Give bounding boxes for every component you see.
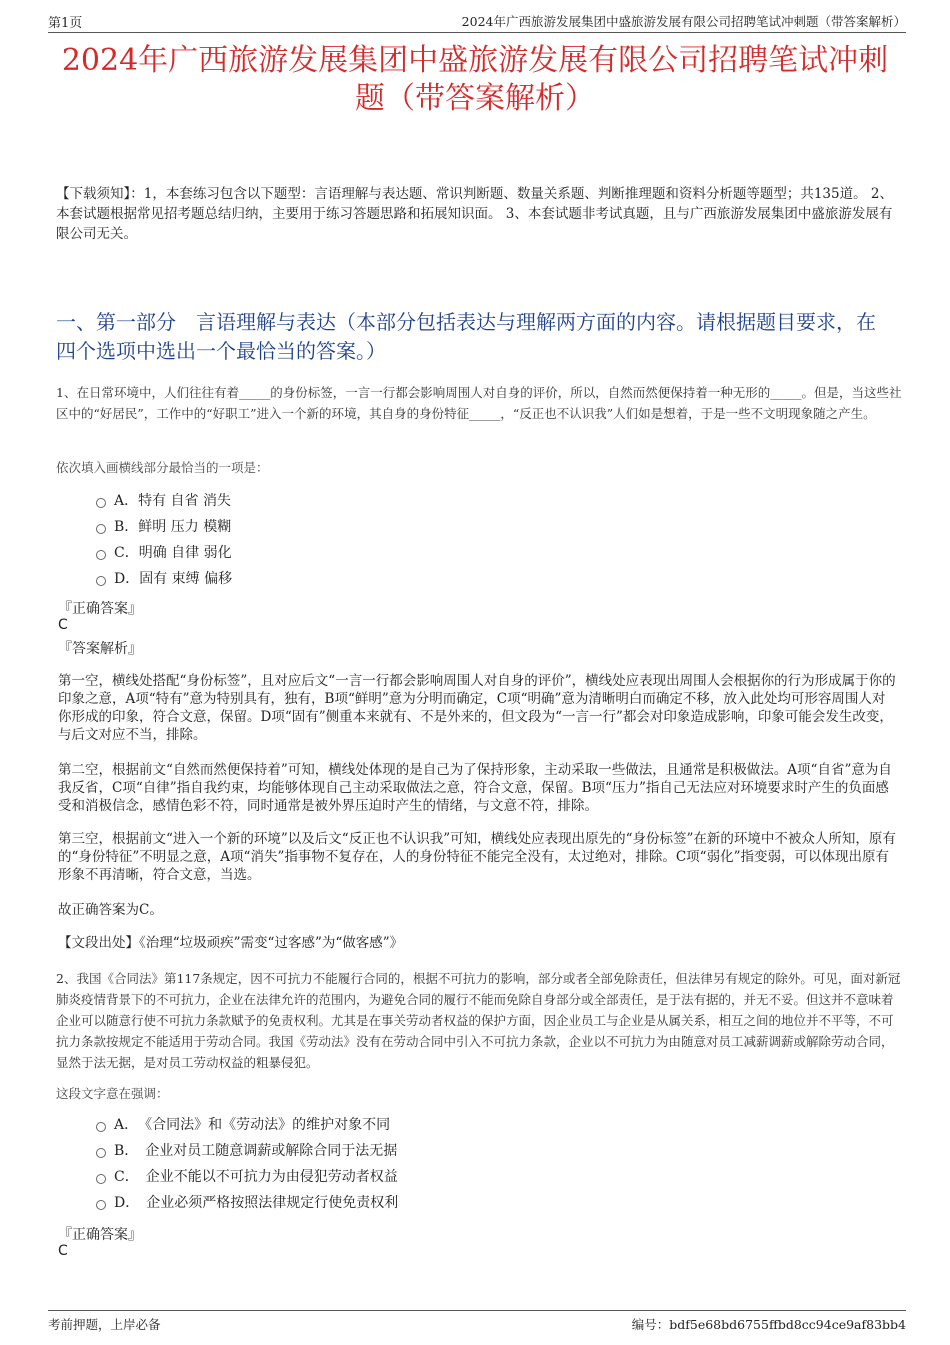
radio-icon[interactable]: [96, 1174, 106, 1184]
footer-serial: 编号：bdf5e68bd6755ffbd8cc94ce9af83bb4: [631, 1317, 906, 1332]
section-heading: 一、第一部分 言语理解与表达（本部分包括表达与理解两方面的内容。请根据题目要求，在四个选项中选出一个最恰当的答案。）: [56, 310, 876, 363]
question-1-option-a[interactable]: [96, 488, 232, 514]
question-1-analysis-2: 第二空，根据前文“自然而然便保持着”可知，横线处体现的是自己为了保持形象，主动采取一些做法，且通常是积极做法。A项“自省”意为自我反省，C项“自律”指自我约束，均能够体现自己主动采取做法之意，符合文意，保留。B项“压力”指自己无法应对环境要求时产生的负面感受和消极信念，感情色彩不符，同时通常是被外界压迫时产生的情绪，与文意不符，排除。: [58, 762, 892, 814]
radio-icon[interactable]: [96, 498, 106, 508]
download-notice: 【下载须知】：1，本套练习包含以下题型：言语理解与表达题、常识判断题、数量关系题、判断推理题和资料分析题等题型；共135道。 2、本套试题根据常见招考题总结归纳，主要用于练习答题思路和拓展知识面。 3、本套试题非考试真题，且与广西旅游发展集团中盛旅游发展有限公司无关。: [56, 186, 893, 242]
question-2-option-c[interactable]: [96, 1164, 398, 1190]
option-label: A．特有 自省 消失: [114, 493, 232, 509]
question-2-prompt: 这段文字意在强调：: [56, 1086, 169, 1101]
question-2-answer-tag: 『正确答案』: [58, 1227, 142, 1243]
option-label: C．明确 自律 弱化: [114, 545, 232, 561]
radio-icon[interactable]: [96, 576, 106, 586]
page-header: [48, 10, 906, 33]
question-1-conclusion: 故正确答案为C。: [58, 902, 163, 918]
option-label: D． 企业必须严格按照法律规定行使免责权利: [114, 1195, 399, 1211]
radio-icon[interactable]: [96, 1200, 106, 1210]
question-1-option-c[interactable]: [96, 540, 232, 566]
question-1-options: [96, 488, 232, 592]
question-2-option-d[interactable]: [96, 1190, 398, 1216]
question-1-source: 【文段出处】《治理“垃圾顽疾”需变“过客感”为“做客感”》: [58, 935, 404, 951]
question-1-analysis-1: 第一空，横线处搭配“身份标签”，且对应后文“一言一行都会影响周围人对自身的评价”，横线处应表现出周围人会根据你的行为形成属于你的印象之意，A项“特有”意为特别具有，独有，B项“鲜明”意为分明而确定，C项“明确”意为清晰明白而确定不移，放入此处均可形容周围人对你形成的印象，符合文意，保留。D项“固有”侧重本来就有、不是外来的，但文段为“一言一行”都会对印象造成影响，印象可能会发生改变，与后文对应不当，排除。: [58, 673, 896, 743]
question-1-analysis-tag: 『答案解析』: [58, 641, 142, 657]
question-2-stem: 2、我国《合同法》第117条规定，因不可抗力不能履行合同的，根据不可抗力的影响，部分或者全部免除责任，但法律另有规定的除外。可见，面对新冠肺炎疫情背景下的不可抗力，企业在法律允许的范围内，为避免合同的履行不能而免除自身部分或全部责任，是于法有据的，并无不妥。但这并不意味着企业可以随意行使不可抗力条款赋予的免责权利。尤其是在事关劳动者权益的保护方面，因企业员工与企业是从属关系，相互之间的地位并不平等，不可抗力条款按规定不能适用于劳动合同。我国《劳动法》没有在劳动合同中引入不可抗力条款，企业以不可抗力为由随意对员工减薪调薪或解除劳动合同，显然于法无据，是对员工劳动权益的粗暴侵犯。: [56, 971, 901, 1070]
question-1-prompt: 依次填入画横线部分最恰当的一项是：: [56, 460, 269, 475]
option-label: B． 企业对员工随意调薪或解除合同于法无据: [114, 1143, 398, 1159]
question-1-answer-tag: 『正确答案』: [58, 601, 142, 617]
page-footer: [48, 1310, 906, 1333]
question-1-option-d[interactable]: [96, 566, 232, 592]
footer-slogan: 考前押题，上岸必备: [48, 1317, 161, 1332]
header-doc-title: 2024年广西旅游发展集团中盛旅游发展有限公司招聘笔试冲刺题（带答案解析）: [461, 14, 906, 29]
radio-icon[interactable]: [96, 524, 106, 534]
question-2-answer: C: [58, 1243, 68, 1259]
question-1-stem: 1、在日常环境中，人们往往有着_____的身份标签，一言一行都会影响周围人对自身的评价，所以，自然而然便保持着一种无形的_____。但是，当这些社区中的“好居民”，工作中的“好职工”进入一个新的环境，其自身的身份特征_____，“反正也不认识我”人们如是想着，于是一些不文明现象随之产生。: [56, 385, 902, 421]
page-number: 第1页: [48, 16, 83, 31]
option-label: A． 《合同法》和《劳动法》的维护对象不同: [114, 1117, 391, 1133]
question-2-option-b[interactable]: [96, 1138, 398, 1164]
radio-icon[interactable]: [96, 1122, 106, 1132]
question-1-option-b[interactable]: [96, 514, 232, 540]
option-label: C． 企业不能以不可抗力为由侵犯劳动者权益: [114, 1169, 398, 1185]
document-title: 2024年广西旅游发展集团中盛旅游发展有限公司招聘笔试冲刺题（带答案解析）: [61, 43, 889, 116]
question-2-options: [96, 1112, 398, 1216]
question-2-option-a[interactable]: [96, 1112, 398, 1138]
question-1-analysis-3: 第三空，根据前文“进入一个新的环境”以及后文“反正也不认识我”可知，横线处应表现出原先的“身份标签”在新的环境中不被众人所知，原有的“身份特征”不明显之意，A项“消失”指事物不复存在，人的身份特征不能完全没有，太过绝对，排除。C项“弱化”指变弱，可以体现出原有形象不再清晰，符合文意，当选。: [58, 831, 896, 883]
option-label: D．固有 束缚 偏移: [114, 571, 233, 587]
radio-icon[interactable]: [96, 550, 106, 560]
question-1-answer: C: [58, 617, 68, 633]
radio-icon[interactable]: [96, 1148, 106, 1158]
option-label: B．鲜明 压力 模糊: [114, 519, 232, 535]
